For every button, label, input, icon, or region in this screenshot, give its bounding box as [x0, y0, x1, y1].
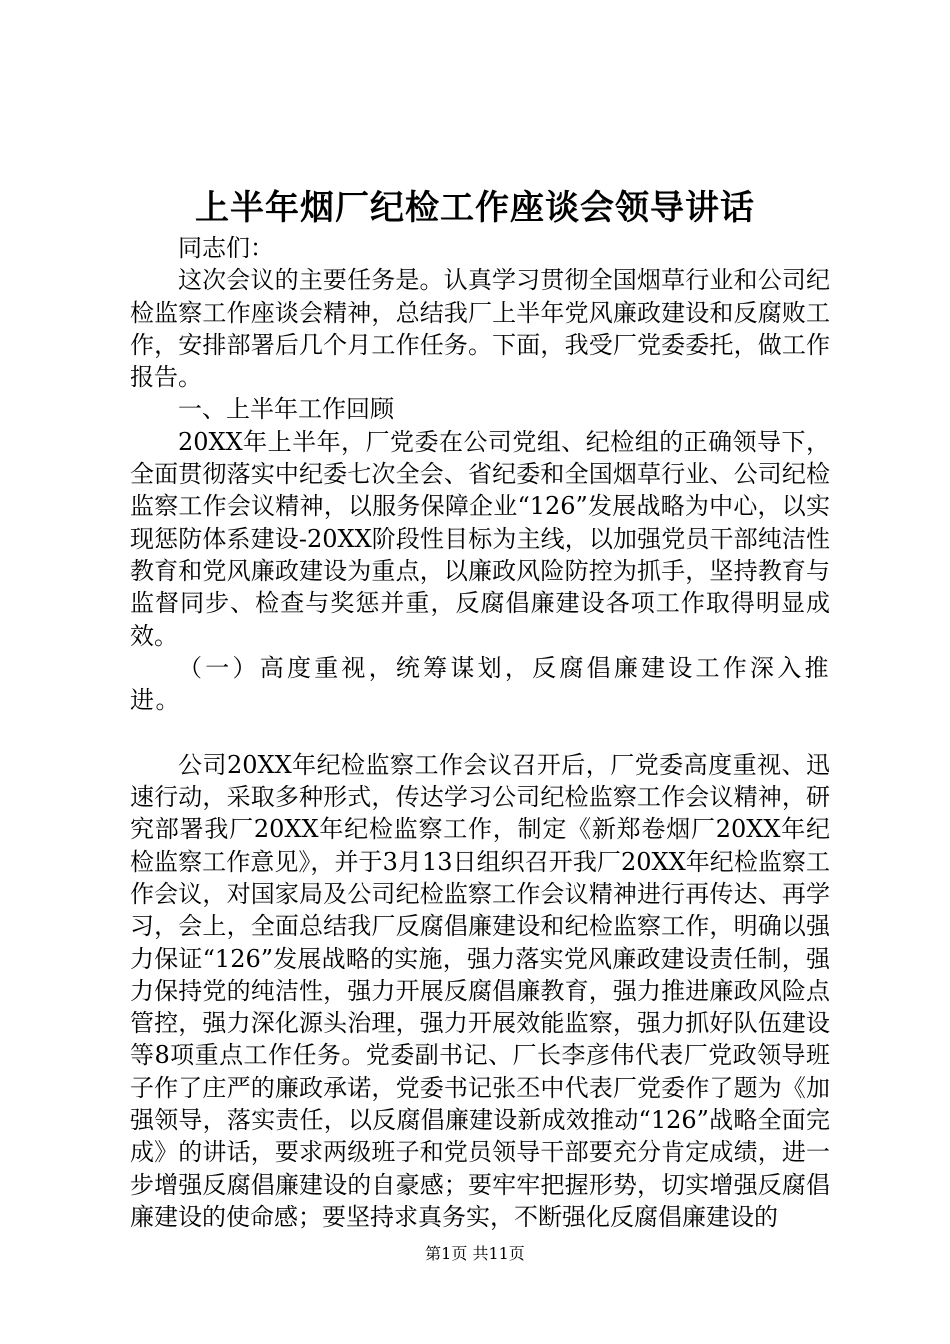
- paragraph-meeting: 公司20XX年纪检监察工作会议召开后，厂党委高度重视、迅速行动，采取多种形式，传达学习公司纪检监察工作会议精神，研究部署我厂20XX年纪检监察工作，制定《新郑卷烟厂20XX年纪检监察工作意见》，并于3月13日组织召开我厂20XX年纪检监察工作会议，对国家局及公司纪检监察工作会议精神进行再传达、再学习，会上，全面总结我厂反腐倡廉建设和纪检监察工作，明确以强力保证“126”发展战略的实施，强力落实党风廉政建设责任制，强力保持党的纯洁性，强力开展反腐倡廉教育，强力推进廉政风险点管控，强力深化源头治理，强力开展效能监察，强力抓好队伍建设等8项重点工作任务。党委副书记、厂长李彦伟代表厂党政领导班子作了庄严的廉政承诺，党委书记张丕中代表厂党委作了题为《加强领导，落实责任，以反腐倡廉建设新成效推动“126”战略全面完成》的讲话，要求两级班子和党员领导干部要充分肯定成绩，进一步增强反腐倡廉建设的自豪感；要牢牢把握形势，切实增强反腐倡廉建设的使命感；要坚持求真务实，不断强化反腐倡廉建设的: [130, 750, 830, 1231]
- section-heading: 一、上半年工作回顾: [178, 395, 394, 424]
- document-body: [130, 232, 830, 1233]
- paragraph-review: 20XX年上半年，厂党委在公司党组、纪检组的正确领导下，全面贯彻落实中纪委七次全会、省纪委和全国烟草行业、公司纪检监察工作会议精神，以服务保障企业“126”发展战略为中心，以实现惩防体系建设-20XX阶段性目标为主线，以加强党员干部纯洁性教育和党风廉政建设为重点，以廉政风险防控为抓手，坚持教育与监督同步、检查与奖惩并重，反腐倡廉建设各项工作取得明显成效。: [130, 427, 830, 650]
- salutation: 同志们：: [178, 234, 274, 262]
- paragraph-spacer: [130, 716, 830, 748]
- paragraph-intro: 这次会议的主要任务是。认真学习贯彻全国烟草行业和公司纪检监察工作座谈会精神，总结我厂上半年党风廉政建设和反腐败工作，安排部署后几个月工作任务。下面，我受厂党委委托，做工作报告。: [130, 266, 830, 392]
- document-title: 上半年烟厂纪检工作座谈会领导讲话: [195, 188, 755, 228]
- subsection-heading: （一）高度重视，统筹谋划，反腐倡廉建设工作深入推进。: [130, 653, 830, 715]
- page-number-footer: 第1页 共11页: [425, 1244, 525, 1263]
